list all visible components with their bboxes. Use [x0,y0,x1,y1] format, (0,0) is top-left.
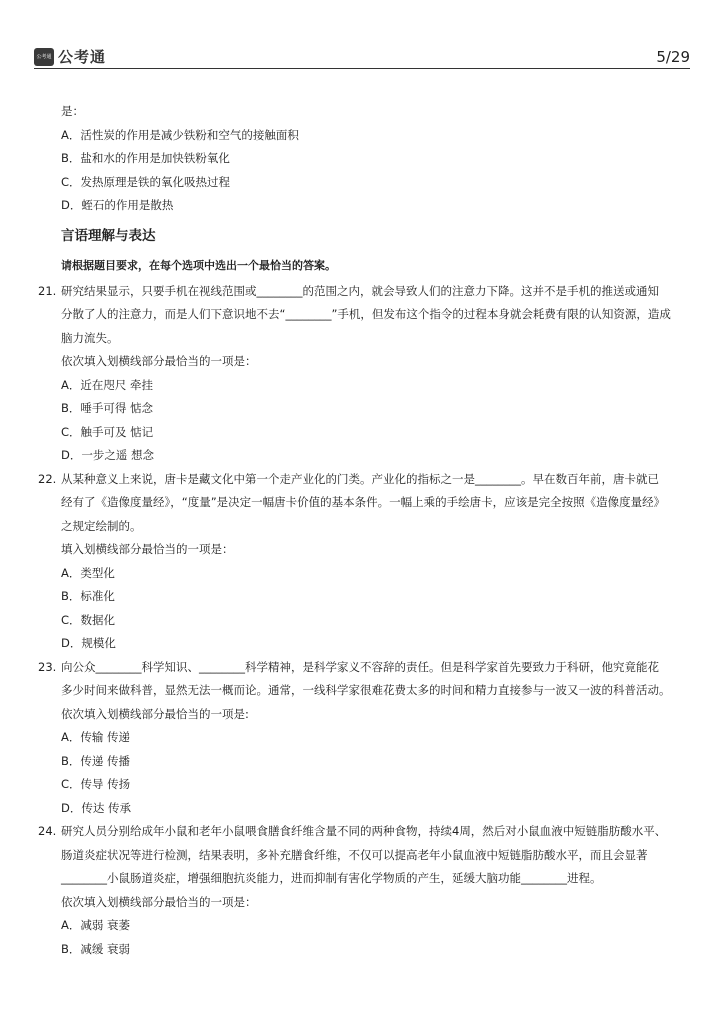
page-content [38,100,690,961]
question-number: 21. [38,283,57,298]
option-b: B．传递 传播 [61,753,131,768]
option-a: A．活性炭的作用是减少铁粉和空气的接触面积 [61,127,299,142]
question-stem-line: 经有了《造像度量经》，“度量”是决定一幅唐卡价值的基本条件。一幅上乘的手绘唐卡，应该是完全按照《造像度量经》 [61,495,666,509]
option-d: D．规模化 [61,636,116,650]
question-stem-line: ________小鼠肠道炎症，增强细胞抗炎能力，进而抑制有害化学物质的产生，延缓大脑功能________进程。 [61,871,602,885]
option-c: C．传导 传扬 [61,777,131,791]
question-22 [38,468,690,656]
option-b: B．减缓 衰弱 [61,941,131,956]
option-b: B．唾手可得 惦念 [61,401,154,415]
option-a: A．传输 传递 [61,730,131,744]
question-24 [38,820,690,961]
question-23 [38,656,690,821]
question-number: 22. [38,471,57,486]
option-c: C．触手可及 惦记 [61,424,154,439]
question-prompt: 填入划横线部分最恰当的一项是： [61,542,234,556]
question-stem-line: 分散了人的注意力，而是人们下意识地不去“________”手机，但发布这个指令的过程本身就会耗费有限的认知资源，造成 [61,307,671,321]
question-first-line [38,820,690,844]
section-instruction: 请根据题目要求，在每个选项中选出一个最恰当的答案。 [61,258,336,272]
option-b: B．盐和水的作用是加快铁粉氧化 [61,151,230,165]
page-number: 5/29 [656,48,690,66]
option-d: D．蛭石的作用是散热 [61,198,174,212]
question-prompt: 依次填入划横线部分最恰当的一项是: [61,706,249,721]
question-stem-line: 肠道炎症状况等进行检测，结果表明，多补充膳食纤维，不仅可以提高老年小鼠血液中短链脂肪酸水平，而且会显著 [61,847,648,862]
option-d: D．传达 传承 [61,800,132,815]
question-stem-line: 脑力流失。 [61,330,119,345]
logo-text: 公考通 [58,48,107,66]
option-a: A．减弱 衰萎 [61,918,131,932]
question-prompt: 依次填入划横线部分最恰当的一项是： [61,354,257,368]
section-title: 言语理解与表达 [61,227,156,244]
question-number: 24. [38,824,57,838]
question-first-line [38,280,690,304]
question-number: 23. [38,659,57,674]
option-a: A．类型化 [61,565,115,580]
previous-question-tail [38,100,690,218]
option-a: A．近在咫尺 牵挂 [61,377,154,392]
question-first-line [38,656,690,680]
question-stem-line: 研究人员分别给成年小鼠和老年小鼠喂食膳食纤维含量不同的两种食物，持续4周，然后对小鼠血液中短链脂肪酸水平、 [61,824,667,838]
option-d: D．一步之遥 想念 [61,448,155,462]
option-c: C．数据化 [61,612,116,627]
question-stem-line: 从某种意义上来说，唐卡是藏文化中第一个走产业化的门类。产业化的指标之一是________。早在数百年前，唐卡就已 [61,471,659,486]
question-stem-line: 之规定绘制的。 [61,518,142,533]
question-stem-line: 多少时间来做科普，显然无法一概而论。通常，一线科学家很难花费太多的时间和精力直接参与一波又一波的科普活动。 [61,683,671,697]
question-stem-line: 是： [61,104,84,118]
page-header [34,40,690,69]
question-stem-line: 研究结果显示，只要手机在视线范围或________的范围之内，就会导致人们的注意力下降。这并不是手机的推送或通知 [61,283,659,298]
logo [34,46,106,67]
question-stem-line: 向公众________科学知识、________科学精神，是科学家义不容辞的责任。但是科学家首先要致力于科研，他究竟能花 [61,659,659,674]
question-21 [38,280,690,468]
question-prompt: 依次填入划横线部分最恰当的一项是： [61,894,257,909]
logo-icon: 公考通 [34,48,54,66]
option-c: C．发热原理是铁的氧化吸热过程 [61,174,231,189]
question-first-line [38,468,690,492]
option-b: B．标准化 [61,589,115,603]
